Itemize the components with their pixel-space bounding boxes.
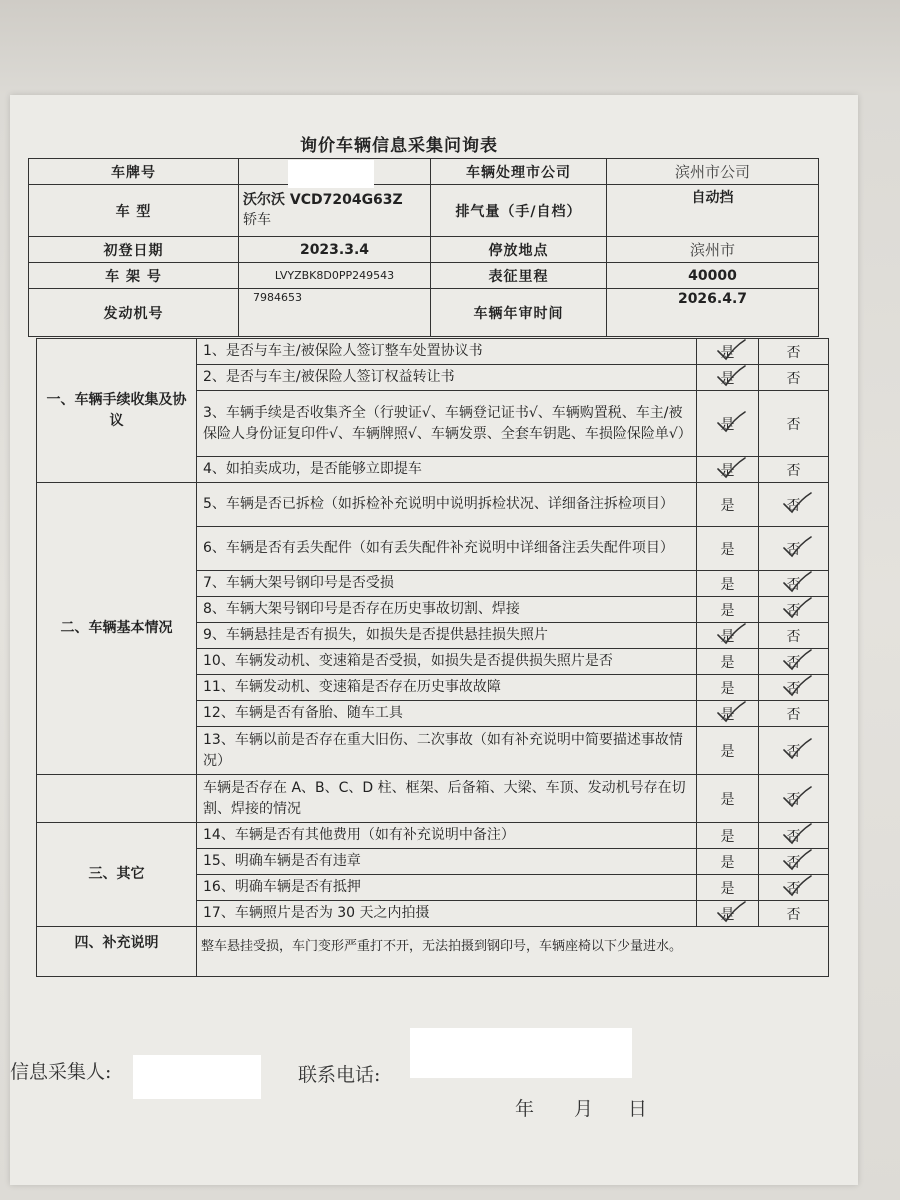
vin-label: 车 架 号 (29, 263, 239, 289)
no-label: 否 (786, 416, 801, 433)
yes-option (697, 649, 759, 675)
yes-option (697, 571, 759, 597)
question-row (37, 823, 829, 849)
questionnaire-table (36, 338, 829, 977)
check-mark-icon (716, 457, 746, 479)
check-mark-icon (782, 597, 812, 619)
no-label: 否 (786, 680, 801, 697)
model-value-line1: 沃尔沃 VCD7204G63Z (243, 191, 403, 208)
no-label: 否 (786, 706, 801, 723)
phone-redaction (410, 1028, 632, 1078)
check-mark-icon (782, 738, 812, 760)
yes-option (697, 675, 759, 701)
question-row (37, 483, 829, 527)
no-option (759, 849, 829, 875)
no-label: 否 (786, 462, 801, 479)
parking-value: 滨州市 (607, 237, 819, 263)
mileage-value: 40000 (607, 263, 819, 289)
question-text: 10、车辆发动机、变速箱是否受损，如损失是否提供损失照片是否 (197, 649, 697, 675)
no-option (759, 457, 829, 483)
question-text: 17、车辆照片是否为 30 天之内拍摄 (197, 901, 697, 927)
check-mark-icon (716, 411, 746, 433)
yes-label: 是 (720, 906, 735, 923)
yes-option (697, 365, 759, 391)
no-label: 否 (786, 743, 801, 760)
vin-value: LVYZBK8D0PP249543 (239, 263, 431, 289)
mileage-label: 表征里程 (431, 263, 607, 289)
check-mark-icon (716, 365, 746, 387)
vehicle-info-table (28, 158, 819, 337)
collector-redaction (133, 1055, 261, 1099)
yes-label: 是 (720, 497, 735, 514)
no-option (759, 597, 829, 623)
no-label: 否 (786, 628, 801, 645)
inspection-label: 车辆年审时间 (431, 289, 607, 337)
yes-option (697, 775, 759, 823)
yes-label: 是 (720, 706, 735, 723)
no-option (759, 701, 829, 727)
day-label: 日 (628, 1098, 648, 1120)
phone-label: 联系电话: (298, 1064, 381, 1086)
yes-option (697, 483, 759, 527)
question-text: 14、车辆是否有其他费用（如有补充说明中备注） (197, 823, 697, 849)
yes-option (697, 849, 759, 875)
check-mark-icon (782, 849, 812, 871)
question-text: 车辆是否存在 A、B、C、D 柱、框架、后备箱、大梁、车顶、发动机号存在切割、焊接的情况 (197, 775, 697, 823)
form-title: 询价车辆信息采集问询表 (300, 136, 498, 156)
question-text: 13、车辆以前是否存在重大旧伤、二次事故（如有补充说明中简要描述事故情况） (197, 727, 697, 775)
yes-label: 是 (720, 854, 735, 871)
no-label: 否 (786, 541, 801, 558)
no-label: 否 (786, 654, 801, 671)
no-label: 否 (786, 370, 801, 387)
no-option (759, 623, 829, 649)
yes-label: 是 (720, 462, 735, 479)
question-text: 3、车辆手续是否收集齐全（行驶证√、车辆登记证书√、车辆购置税、车主/被保险人身份证复印件√、车辆牌照√、车辆发票、全套车钥匙、车损险保险单√） (197, 391, 697, 457)
question-text: 7、车辆大架号钢印号是否受损 (197, 571, 697, 597)
yes-option (697, 701, 759, 727)
yes-label: 是 (720, 370, 735, 387)
parking-label: 停放地点 (431, 237, 607, 263)
question-text: 5、车辆是否已拆检（如拆检补充说明中说明拆检状况、详细备注拆检项目） (197, 483, 697, 527)
model-value-line2: 轿车 (243, 211, 271, 228)
no-option (759, 571, 829, 597)
reg-date-value: 2023.3.4 (239, 237, 431, 263)
collector-label: 信息采集人: (10, 1061, 112, 1083)
no-label: 否 (786, 880, 801, 897)
check-mark-icon (782, 492, 812, 514)
inspection-value: 2026.4.7 (607, 289, 819, 337)
yes-label: 是 (720, 828, 735, 845)
no-option (759, 365, 829, 391)
yes-option (697, 391, 759, 457)
check-mark-icon (782, 536, 812, 558)
section-label: 三、其它 (37, 823, 197, 927)
no-option (759, 483, 829, 527)
city-value: 滨州市公司 (607, 159, 819, 185)
no-label: 否 (786, 906, 801, 923)
supplement-text: 整车悬挂受损，车门变形严重打不开，无法拍摄到钢印号，车辆座椅以下少量进水。 (197, 927, 829, 977)
no-option (759, 875, 829, 901)
yes-label: 是 (720, 416, 735, 433)
engine-label: 发动机号 (29, 289, 239, 337)
reg-date-label: 初登日期 (29, 237, 239, 263)
no-label: 否 (786, 791, 801, 808)
yes-label: 是 (720, 654, 735, 671)
question-text: 16、明确车辆是否有抵押 (197, 875, 697, 901)
question-text: 2、是否与车主/被保险人签订权益转让书 (197, 365, 697, 391)
question-text: 12、车辆是否有备胎、随车工具 (197, 701, 697, 727)
question-text: 9、车辆悬挂是否有损失，如损失是否提供悬挂损失照片 (197, 623, 697, 649)
check-mark-icon (716, 901, 746, 923)
check-mark-icon (716, 701, 746, 723)
yes-option (697, 597, 759, 623)
question-text: 15、明确车辆是否有违章 (197, 849, 697, 875)
yes-label: 是 (720, 541, 735, 558)
check-mark-icon (782, 823, 812, 845)
yes-label: 是 (720, 791, 735, 808)
yes-option (697, 339, 759, 365)
question-row (37, 775, 829, 823)
question-text: 4、如拍卖成功，是否能够立即提车 (197, 457, 697, 483)
model-value (239, 185, 431, 237)
yes-option (697, 875, 759, 901)
check-mark-icon (782, 875, 812, 897)
yes-option (697, 527, 759, 571)
check-mark-icon (782, 675, 812, 697)
no-option (759, 391, 829, 457)
question-text: 8、车辆大架号钢印号是否存在历史事故切割、焊接 (197, 597, 697, 623)
question-row (37, 339, 829, 365)
yes-label: 是 (720, 743, 735, 760)
check-mark-icon (782, 649, 812, 671)
no-option (759, 901, 829, 927)
section-label: 二、车辆基本情况 (37, 483, 197, 775)
no-label: 否 (786, 497, 801, 514)
section-label (37, 775, 197, 823)
displacement-label: 排气量（手/自档） (431, 185, 607, 237)
check-mark-icon (716, 339, 746, 361)
no-label: 否 (786, 828, 801, 845)
section-label: 一、车辆手续收集及协议 (37, 339, 197, 483)
yes-label: 是 (720, 628, 735, 645)
no-option (759, 775, 829, 823)
yes-label: 是 (720, 344, 735, 361)
plate-label: 车牌号 (29, 159, 239, 185)
no-option (759, 823, 829, 849)
yes-label: 是 (720, 880, 735, 897)
year-label: 年 (515, 1098, 535, 1120)
no-label: 否 (786, 344, 801, 361)
yes-option (697, 823, 759, 849)
yes-label: 是 (720, 576, 735, 593)
check-mark-icon (782, 786, 812, 808)
yes-option (697, 457, 759, 483)
plate-redaction (288, 160, 374, 188)
yes-option (697, 623, 759, 649)
supplement-label: 四、补充说明 (37, 927, 197, 977)
question-text: 11、车辆发动机、变速箱是否存在历史事故故障 (197, 675, 697, 701)
question-text: 6、车辆是否有丢失配件（如有丢失配件补充说明中详细备注丢失配件项目） (197, 527, 697, 571)
no-option (759, 527, 829, 571)
displacement-value: 自动挡 (607, 185, 819, 237)
engine-value: 7984653 (239, 289, 431, 337)
question-text: 1、是否与车主/被保险人签订整车处置协议书 (197, 339, 697, 365)
no-label: 否 (786, 576, 801, 593)
yes-label: 是 (720, 680, 735, 697)
no-label: 否 (786, 602, 801, 619)
yes-option (697, 727, 759, 775)
check-mark-icon (716, 623, 746, 645)
no-option (759, 339, 829, 365)
no-option (759, 727, 829, 775)
no-option (759, 675, 829, 701)
yes-label: 是 (720, 602, 735, 619)
city-label: 车辆处理市公司 (431, 159, 607, 185)
yes-option (697, 901, 759, 927)
model-label: 车 型 (29, 185, 239, 237)
no-label: 否 (786, 854, 801, 871)
no-option (759, 649, 829, 675)
month-label: 月 (574, 1098, 594, 1120)
check-mark-icon (782, 571, 812, 593)
supplement-row (37, 927, 829, 977)
